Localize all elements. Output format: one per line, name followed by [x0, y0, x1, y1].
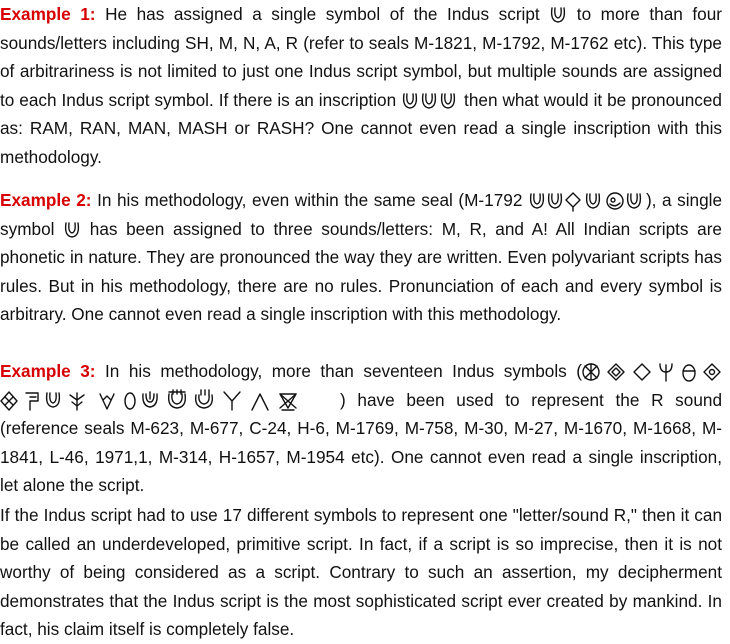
- example-3-paragraph: [0, 357, 722, 500]
- example-2-text-b: ), a single symbol: [0, 190, 723, 239]
- example-2-paragraph: [0, 186, 722, 329]
- example-1-text-c: then what would it be pronounced as: RAM, RAN, MAN, MASH or RASH? One cannot even read a single inscription with this methodology.: [0, 89, 722, 167]
- seal-m1792-inscription-icon: [528, 190, 646, 212]
- indus-u-glyph-icon: [549, 4, 567, 26]
- indus-inscription-uuu-icon: [401, 90, 459, 112]
- example-2-label: Example 2:: [0, 190, 92, 210]
- example-3-text-b: ) have been used to represent the R sound (reference seals M-623, M-677, C-24, H-6, M-1769, M-758, M-30, M-27, M-1670, M-1668, M-1841, L-46, 1971,1, M-314, H-1657, M-1954 etc). One cannot even read a single inscription, let alone the script.: [0, 389, 722, 495]
- example-3-label: Example 3:: [0, 361, 96, 381]
- r-sound-symbols-row-2-icon: [0, 389, 340, 413]
- example-1-text-a: He has assigned a single symbol of the Indus script: [105, 4, 540, 24]
- example-1-paragraph: [0, 0, 722, 171]
- example-2-text-a: In his methodology, even within the same seal (M-1792: [97, 190, 523, 210]
- example-3-text-a: In his methodology, more than seventeen Indus symbols (: [105, 361, 582, 381]
- conclusion-paragraph: [0, 501, 722, 644]
- example-1-label: Example 1:: [0, 4, 96, 24]
- example-1-text-b: to more than four sounds/letters including SH, M, N, A, R (refer to seals M-1821, M-1792, M-1762 etc). This type of arbitrariness is not limited to just one Indus script symbol, but multiple sounds are assigned to each Indus script symbol. If there is an inscription: [0, 4, 722, 110]
- conclusion-text: If the Indus script had to use 17 different symbols to represent one "letter/sound R," then it can be called an underdeveloped, primitive script. In fact, if a script is so imprecise, then it is not worthy of being considered as a script. Contrary to such an assertion, my decipherment demonstrates that the Indus script is the most sophisticated script ever created by mankind. In fact, his claim itself is completely false.: [0, 505, 722, 639]
- example-2-text-c: has been assigned to three sounds/letters: M, R, and A! All Indian scripts are phonetic in nature. They are pronounced the way they are written. Even polyvariant scripts has rules. But in his methodology, there are no rules. Pronunciation of each and every symbol is arbitrary. One cannot even read a single inscription with this methodology.: [0, 218, 722, 324]
- r-sound-symbols-row-1-icon: [582, 361, 722, 383]
- indus-u-glyph-icon: [63, 219, 81, 241]
